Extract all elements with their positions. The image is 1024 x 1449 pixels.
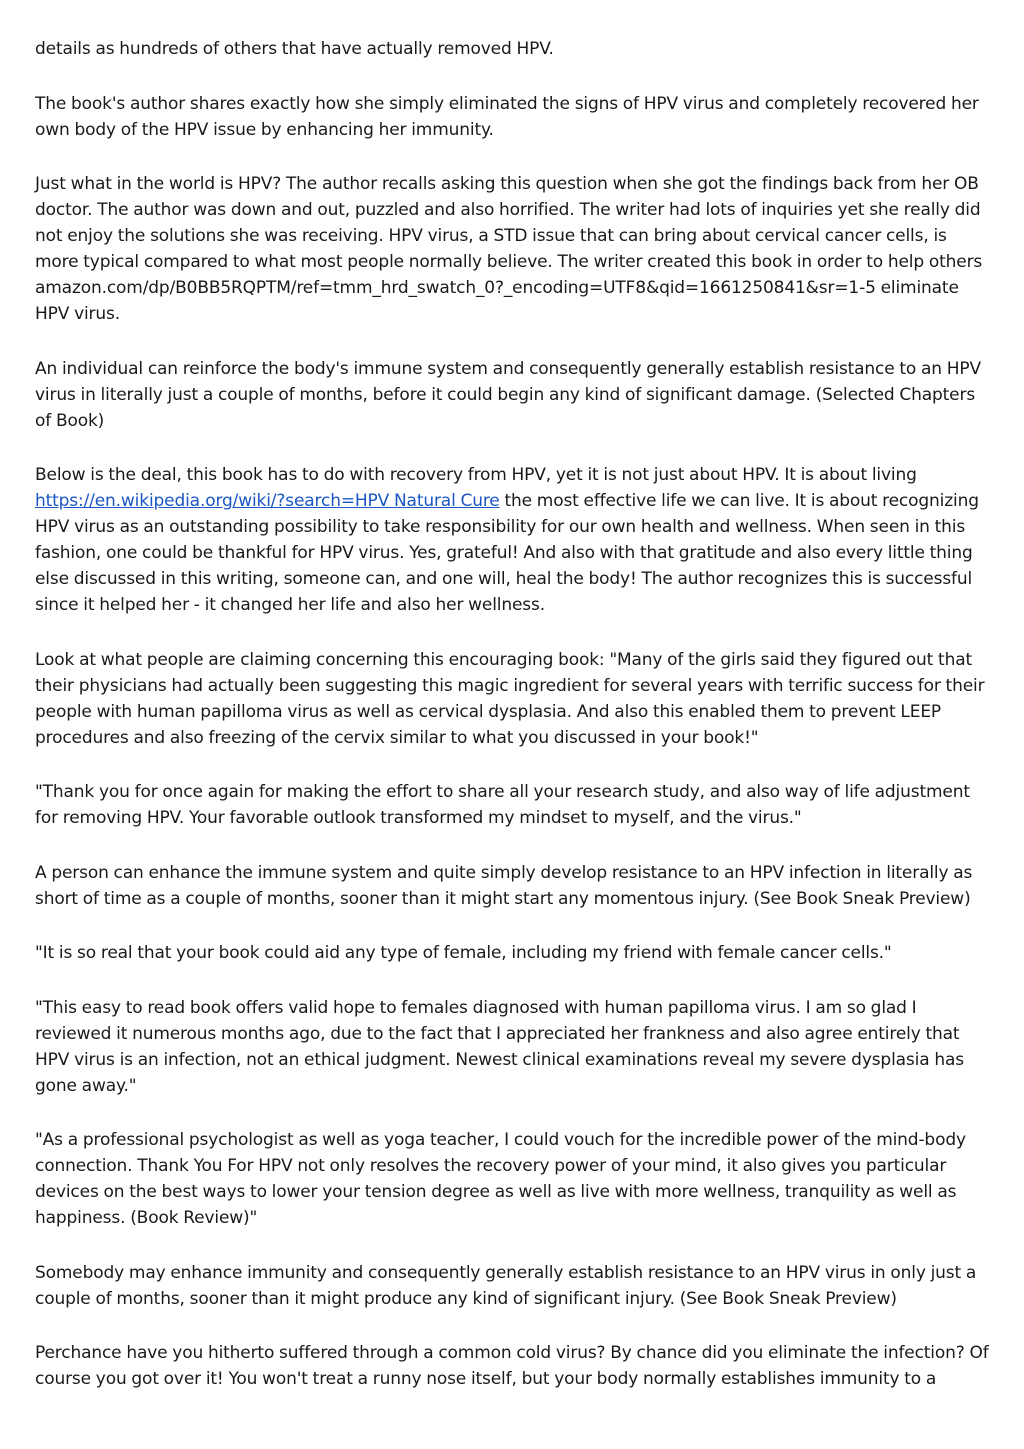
paragraph-13: Perchance have you hitherto suffered through a common cold virus? By chance did you eliminate the infection? Of course you got over it! You won't treat a runny nose itself, but your body normally establishes immunity to a (35, 1343, 994, 1389)
paragraph-6: Look at what people are claiming concerning this encouraging book: "Many of the girls said they figured out that their physicians had actually been suggesting this magic ingredient for several years with terrific success for their people with human papilloma virus as well as cervical dysplasia. And also this enabled them to prevent LEEP procedures and also freezing of the cervix similar to what you discussed in your book!" (35, 649, 990, 748)
paragraph-4: An individual can reinforce the body's immune system and consequently generally establish resistance to an HPV virus in literally just a couple of months, before it could begin any kind of significant damage. (Selected Chapters of Book) (35, 358, 986, 431)
paragraph-3: Just what in the world is HPV? The author recalls asking this question when she got the findings back from her OB doctor. The author was down and out, puzzled and also horrified. The writer had lots of inquiries yet she really did not enjoy the solutions she was receiving. HPV virus, a STD issue that can bring about cervical cancer cells, is more typical compared to what most people normally believe. The writer created this book in order to help others amazon.com/dp/B0BB5RQPTM/ref=tmm_hrd_swatch_0?_encoding=UTF8&qid=1661250841&sr=1-5 eliminate HPV virus. (35, 174, 987, 324)
paragraph-5-text-after: the most effective life we can live. It is about recognizing HPV virus as an outstanding possibility to take responsibility for our own health and wellness. When seen in this fashion, one could be thankful for HPV virus. Yes, grateful! And also with that gratitude and also every little thing else discussed in this writing, someone can, and one will, heal the body! The author recognizes this is successful since it helped her - it changed her life and also her wellness. (35, 491, 984, 615)
paragraph-2: The book's author shares exactly how she simply eliminated the signs of HPV virus and completely recovered her own body of the HPV issue by enhancing her immunity. (35, 93, 984, 140)
paragraph-10: "This easy to read book offers valid hope to females diagnosed with human papilloma virus. I am so glad I reviewed it numerous months ago, due to the fact that I appreciated her frankness and also agree entirely that HPV virus is an infection, not an ethical judgment. Newest clinical examinations reveal my severe dysplasia has gone away." (35, 997, 969, 1096)
paragraph-8: A person can enhance the immune system and quite simply develop resistance to an HPV infection in literally as short of time as a couple of months, sooner than it might start any momentous injury. (See Book Sneak Preview) (35, 862, 978, 909)
paragraph-1: details as hundreds of others that have actually removed HPV. (35, 39, 554, 59)
paragraph-7: "Thank you for once again for making the effort to share all your research study, and also way of life adjustment for removing HPV. Your favorable outlook transformed my mindset to myself, and the virus." (35, 782, 975, 828)
paragraph-5-text-before: Below is the deal, this book has to do with recovery from HPV, yet it is not just about HPV. It is about living (35, 465, 922, 485)
paragraph-5 (35, 462, 990, 618)
wikipedia-link[interactable]: https://en.wikipedia.org/wiki/?search=HPV Natural Cure (35, 491, 500, 511)
paragraph-9: "It is so real that your book could aid any type of female, including my friend with female cancer cells." (35, 943, 892, 963)
paragraph-12: Somebody may enhance immunity and consequently generally establish resistance to an HPV virus in only just a couple of months, sooner than it might produce any kind of significant injury. (See Book Sneak Preview) (35, 1262, 981, 1309)
paragraph-11: "As a professional psychologist as well as yoga teacher, I could vouch for the incredible power of the mind-body connection. Thank You For HPV not only resolves the recovery power of your mind, it also gives you particular devices on the best ways to lower your tension degree as well as live with more wellness, tranquility as well as happiness. (Book Review)" (35, 1130, 971, 1228)
